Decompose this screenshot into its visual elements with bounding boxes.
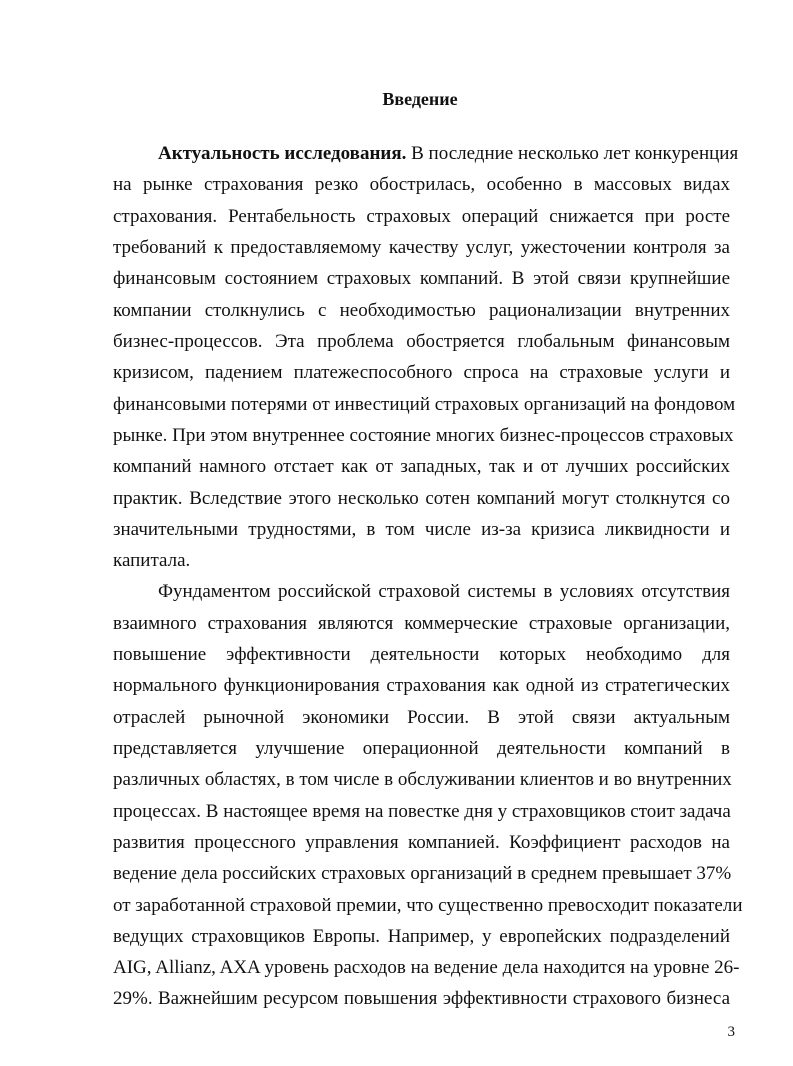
- paragraph-1-line-8: кризисом, падением платежеспособного спроса на страховые услуги и: [113, 362, 730, 383]
- paragraph-1-line-9: финансовыми потерями от инвестиций страховых организаций на фондовом: [113, 394, 736, 415]
- paragraph-2-line-6: представляется улучшение операционной деятельности компаний в: [113, 738, 730, 759]
- paragraph-2-line-12: ведущих страховщиков Европы. Например, у европейских подразделений: [113, 926, 730, 947]
- paragraph-2-line-14: 29%. Важнейшим ресурсом повышения эффективности страхового бизнеса: [113, 988, 730, 1009]
- paragraph-2-line-5: отраслей рыночной экономики России. В этой связи актуальным: [113, 707, 730, 728]
- paragraph-2-line-7: различных областях, в том числе в обслуживании клиентов и во внутренних: [113, 769, 732, 790]
- page-number: 3: [727, 1024, 735, 1040]
- paragraph-1-line-10: рынке. При этом внутреннее состояние многих бизнес-процессов страховых: [113, 425, 734, 446]
- paragraph-2-line-10: ведение дела российских страховых организаций в среднем превышает 37%: [113, 863, 732, 884]
- paragraph-1-line-12: практик. Вследствие этого несколько сотен компаний могут столкнутся со: [113, 488, 730, 509]
- paragraph-1-line-2: на рынке страхования резко обострилась, особенно в массовых видах: [113, 174, 730, 195]
- paragraph-2-line-11: от заработанной страховой премии, что существенно превосходит показатели: [113, 895, 743, 916]
- paragraph-2-line-4: нормального функционирования страхования как одной из стратегических: [113, 675, 730, 696]
- paragraph-2-line-9: развития процессного управления компанией. Коэффициент расходов на: [113, 832, 730, 853]
- page-title: Введение: [382, 89, 458, 109]
- lead-bold-phrase: Актуальность исследования.: [158, 143, 407, 164]
- paragraph-2-line-3: повышение эффективности деятельности которых необходимо для: [113, 644, 730, 665]
- paragraph-2-line-1: Фундаментом российской страховой системы в условиях отсутствия: [158, 581, 730, 602]
- paragraph-1-line-1: [158, 141, 739, 172]
- paragraph-1-line-7: бизнес-процессов. Эта проблема обостряется глобальным финансовым: [113, 331, 730, 352]
- paragraph-2-line-8: процессах. В настоящее время на повестке дня у страховщиков стоит задача: [113, 801, 731, 822]
- paragraph-1-line-3: страхования. Рентабельность страховых операций снижается при росте: [113, 206, 730, 227]
- paragraph-1-line-11: компаний намного отстает как от западных, так и от лучших российских: [113, 456, 730, 477]
- paragraph-1-line-6: компании столкнулись с необходимостью рационализации внутренних: [113, 300, 730, 321]
- paragraph-1-line-13: значительными трудностями, в том числе из-за кризиса ликвидности и: [113, 519, 730, 540]
- paragraph-1-line-4: требований к предоставляемому качеству услуг, ужесточении контроля за: [113, 237, 730, 258]
- paragraph-2-line-13: AIG, Allianz, AXA уровень расходов на ведение дела находится на уровне 26-: [113, 957, 740, 978]
- paragraph-1-line-14: капитала.: [113, 550, 191, 571]
- line-text: В последние несколько лет конкуренция: [411, 143, 739, 164]
- paragraph-1-line-5: финансовым состоянием страховых компаний. В этой связи крупнейшие: [113, 268, 730, 289]
- paragraph-2-line-2: взаимного страхования являются коммерческие страховые организации,: [113, 613, 730, 634]
